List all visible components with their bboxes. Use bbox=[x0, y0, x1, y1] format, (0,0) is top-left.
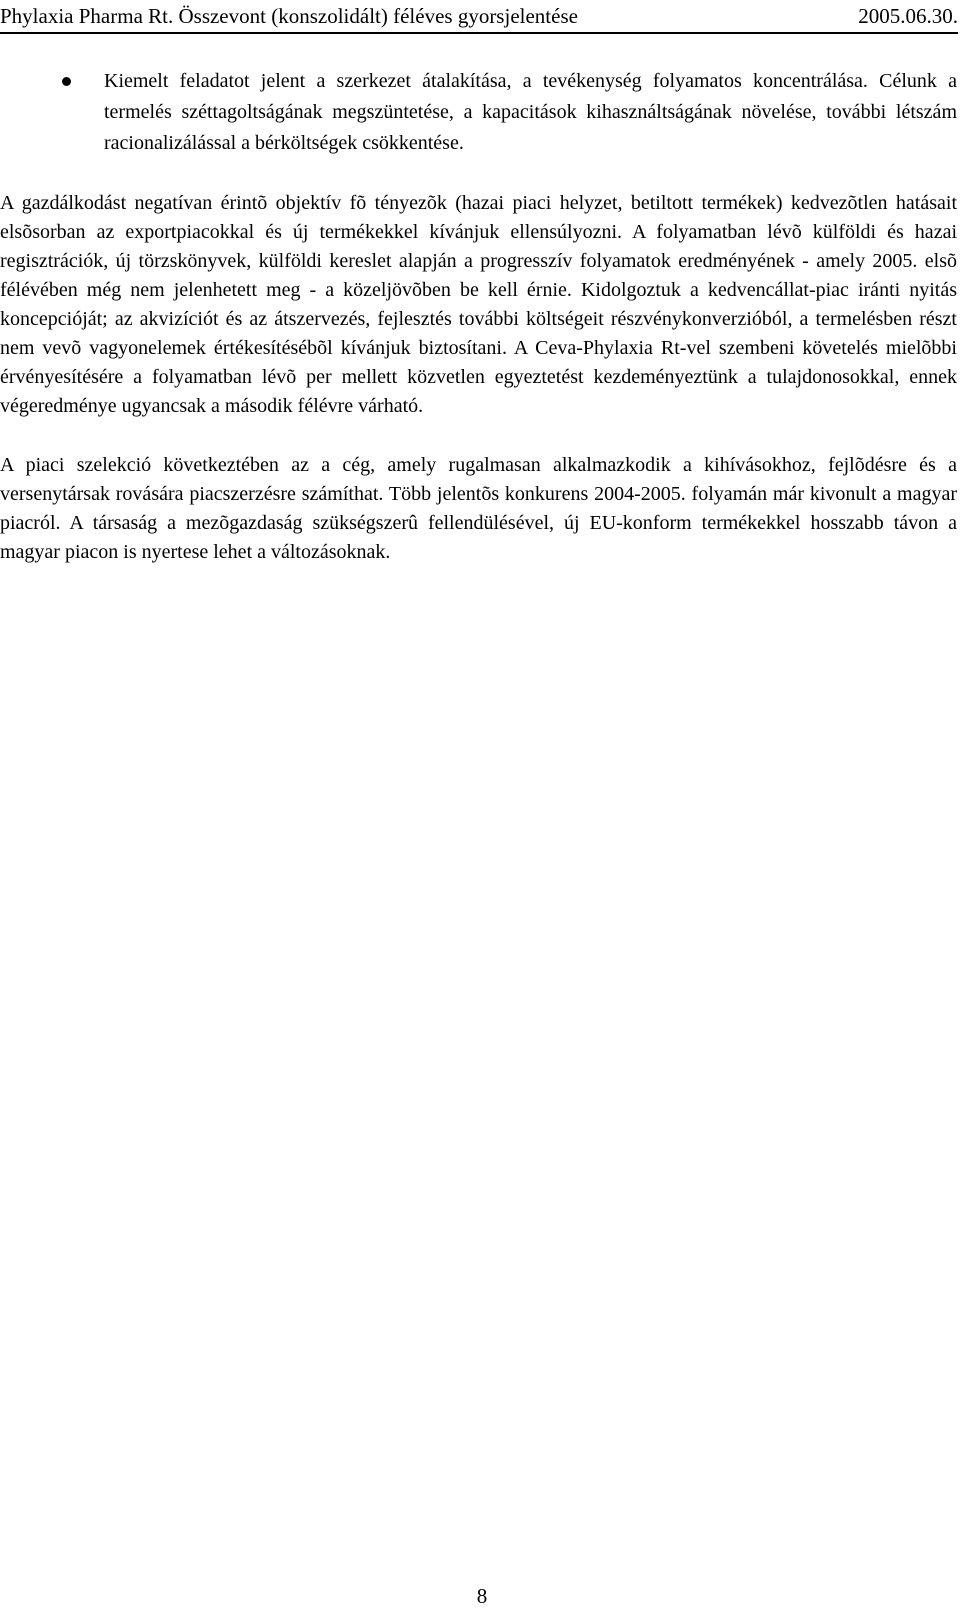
page-body bbox=[0, 66, 957, 567]
page-number bbox=[0, 1583, 960, 1609]
document-title: Phylaxia Pharma Rt. Összevont (konszolidált) féléves gyorsjelentése bbox=[0, 4, 578, 28]
bullet-text: Kiemelt feladatot jelent a szerkezet átalakítása, a tevékenység folyamatos koncentrálása. Célunk a termelés széttagoltságának megszüntetése, a kapacitások kihasználtságának növelése, további létszám racionalizálással a bérköltségek csökkentése. bbox=[104, 70, 957, 154]
page-number-text: 8 bbox=[476, 1584, 488, 1608]
bullet-dot-icon bbox=[62, 77, 71, 86]
paragraph: A piaci szelekció következtében az a cég, amely rugalmasan alkalmazkodik a kihívásokhoz, fejlõdésre és a versenytársak rovására piacszerzésre számíthat. Több jelentõs konkurens 2004-2005. folyamán már kivonult a magyar piacról. A társaság a mezõgazdaság szükségszerû fellendülésével, új EU-konform termékekkel hosszabb távon a magyar piacon is nyertese lehet a változásoknak. bbox=[0, 454, 957, 563]
paragraph: A gazdálkodást negatívan érintõ objektív fõ tényezõk (hazai piaci helyzet, betiltott termékek) kedvezõtlen hatásait elsõsorban az exportpiacokkal és új termékekkel kívánjuk ellensúlyozni. A folyamatban lévõ külföldi és hazai regisztrációk, új törzskönyvek, külföldi kereslet alapján a progresszív folyamatok eredményének - amely 2005. elsõ félévében még nem jelenhetett meg - a közeljövõben be kell érnie. Kidolgoztuk a kedvencállat-piac iránti nyitás koncepcióját; az akvizíciót és az átszervezés, fejlesztés további költségeit részvénykonverzióból, a termelésben részt nem vevõ vagyonelemek értékesítésébõl kívánjuk biztosítani. A Ceva-Phylaxia Rt-vel szembeni követelés mielõbbi érvényesítésére a folyamatban lévõ per mellett közvetlen egyeztetést kezdeményeztünk a tulajdonosokkal, ennek végeredménye ugyancsak a második félévre várható. bbox=[0, 192, 957, 417]
bullet-item bbox=[0, 66, 957, 159]
report-date: 2005.06.30. bbox=[858, 4, 958, 28]
page-header bbox=[0, 2, 958, 34]
